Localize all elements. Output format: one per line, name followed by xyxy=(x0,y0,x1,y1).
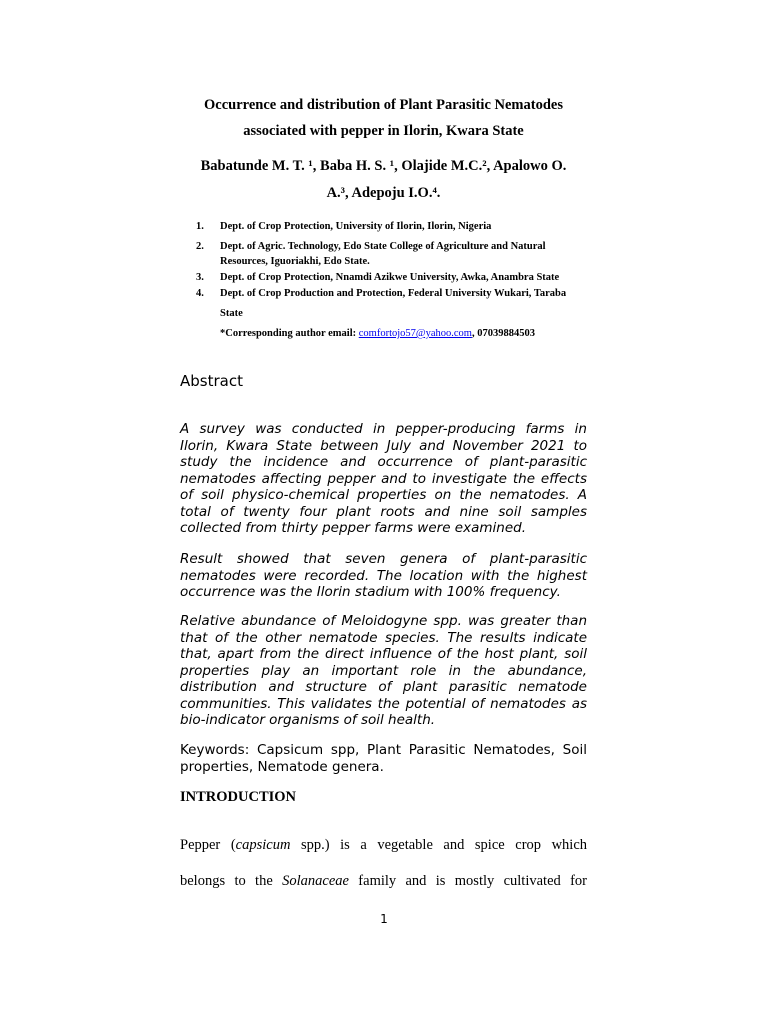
affiliation-text: Dept. of Crop Production and Protection, Federal University Wukari, Taraba State xyxy=(220,288,567,319)
abstract-heading: Abstract xyxy=(180,372,243,390)
corresponding-author xyxy=(220,326,591,341)
affiliation-text: Dept. of Crop Protection, University of Ilorin, Ilorin, Nigeria xyxy=(220,221,492,232)
title-line-1: Occurrence and distribution of Plant Parasitic Nematodes xyxy=(204,97,563,113)
abstract-paragraph-3: Relative abundance of Meloidogyne spp. was greater than that of the other nematode species. The results indicate that, apart from the direct influence of the host plant, soil properties play an important role in the abundance, distribution and structure of plant parasitic nematode communities. This validates the potential of nematodes as bio-indicator organisms of soil health. xyxy=(180,613,587,728)
affiliation-number: 1. xyxy=(196,221,204,232)
intro-text: family and is mostly cultivated for xyxy=(348,873,588,889)
abstract-paragraph-1: A survey was conducted in pepper-producing farms in Ilorin, Kwara State between July and November 2021 to study the incidence and occurrence of plant-parasitic nematodes affecting pepper and to investigate the effects of soil physico-chemical properties on the nematodes. A total of twenty four plant roots and nine soil samples collected from thirty pepper farms were examined. xyxy=(180,421,587,536)
affiliation-item xyxy=(196,239,591,269)
authors-line-1: Babatunde M. T. ¹, Baba H. S. ¹, Olajide M.C.², Apalowo O. xyxy=(200,158,567,174)
page-number: 1 xyxy=(380,912,388,926)
paper-title xyxy=(180,92,587,144)
intro-italic-term: Solanaceae xyxy=(282,873,349,889)
introduction-line-1 xyxy=(180,837,587,854)
affiliation-number: 2. xyxy=(196,241,204,252)
abstract-paragraph-2: Result showed that seven genera of plant-parasitic nematodes were recorded. The location with the highest occurrence was the Ilorin stadium with 100% frequency. xyxy=(180,551,587,600)
affiliation-list xyxy=(196,219,591,341)
author-email-link[interactable]: comfortojo57@yahoo.com xyxy=(358,328,472,339)
keywords: Keywords: Capsicum spp, Plant Parasitic Nematodes, Soil properties, Nematode genera. xyxy=(180,742,587,775)
corresponding-label: *Corresponding author email: xyxy=(220,328,359,339)
intro-italic-term: capsicum xyxy=(235,837,291,853)
intro-text: spp.) is a vegetable and spice crop which xyxy=(290,837,588,853)
affiliation-text: Dept. of Crop Protection, Nnamdi Azikwe University, Awka, Anambra State xyxy=(220,272,560,283)
introduction-line-2 xyxy=(180,873,587,890)
affiliation-number: 4. xyxy=(196,288,204,299)
affiliation-item xyxy=(196,270,591,285)
affiliation-number: 3. xyxy=(196,272,204,283)
author-list xyxy=(180,153,587,207)
introduction-heading: INTRODUCTION xyxy=(180,789,297,805)
intro-text: Pepper ( xyxy=(180,837,236,853)
intro-text: belongs to the xyxy=(180,873,283,889)
affiliation-item xyxy=(196,219,591,234)
authors-line-2: A.³, Adepoju I.O.⁴. xyxy=(326,185,441,201)
title-line-2: associated with pepper in Ilorin, Kwara State xyxy=(243,123,524,139)
corresponding-phone: , 07039884503 xyxy=(471,328,535,339)
affiliation-item xyxy=(196,286,591,324)
affiliation-text: Dept. of Agric. Technology, Edo State College of Agriculture and Natural Resources, Iguoriakhi, Edo State. xyxy=(220,241,546,267)
